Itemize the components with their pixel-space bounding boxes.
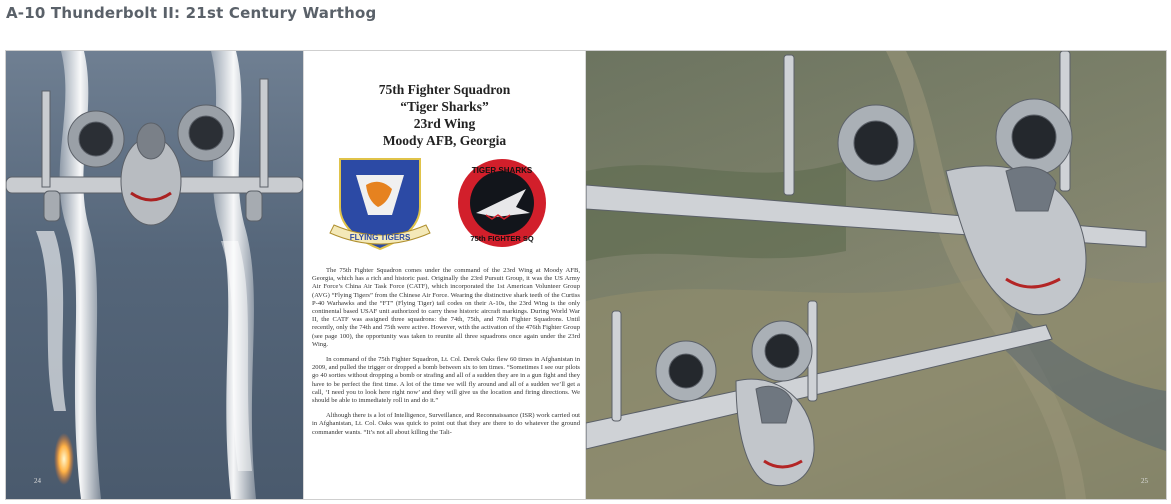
left-page-number: 24 [34,477,41,485]
patch-left-label: FLYING TIGERS [349,233,411,242]
heading-line-1: 75th Fighter Squadron [378,82,511,97]
squadron-heading [304,81,585,149]
text-page [303,51,586,499]
heading-line-2: “Tiger Sharks” [400,99,489,114]
paragraph-1: The 75th Fighter Squadron comes under the command of the 23rd Wing at Moody AFB, Georgia, which has a rich and historic past. Originally the 23rd Pursuit Group, it was the US Army Air Force’s China Air Task Force (CATF), which incorporated the 1st American Volunteer Group (AVG) “Flying Tigers” from the Chinese Air Force. Wearing the distinctive shark teeth of the Curtiss P-40 Warhawks and the “FT” (Flying Tiger) tail codes on their A-10s, the 23rd Wing is the only continental based USAF unit authorized to carry these historic aircraft markings. During World War II, the CATF was assigned three squadrons: the 74th, 75th, and 76th Fighter Squadrons. Until recently, only the 74th and 75th were active. However, with the activation of the 476th Fighter Group (see page 100), the opportunity was taken to reunite all three squadrons once again under the 23rd Wing. [312,267,580,348]
patch-right-label-top: TIGER SHARKS [471,166,533,175]
patch-right-label-bottom: 75th FIGHTER SQ [470,234,534,243]
right-page-number: 25 [1141,477,1148,485]
book-spread-image [5,50,1167,500]
paragraph-2: In command of the 75th Fighter Squadron, Lt. Col. Derek Oaks flew 60 times in Afghanistan in 2009, and pulled the trigger or dropped a bomb between six to ten times. “Sometimes I see our pilots go 40 sorties without dropping a bomb or strafing and all of a sudden they are in a gun fight and they have to be perfect the first time. A lot of the time we will fly around and all of a sudden we’ll get a call, ‘I need you to look here right now’ and they will give us the location and firing directions. We should be able to immediately roll in and do it.” [312,356,580,405]
right-photo-a10-formation [586,51,1166,499]
paragraph-3: Although there is a lot of Intelligence, Surveillance, and Reconnaissance (ISR) work carried out in Afghanistan, Lt. Col. Oaks was quick to point out that they are there to do whatever the ground commander wants. “It’s not all about killing the Tali- [312,412,580,436]
heading-line-4: Moody AFB, Georgia [382,133,507,148]
heading-line-3: 23rd Wing [413,116,476,131]
squadron-patches [326,155,566,251]
page-title: A-10 Thunderbolt II: 21st Century Warthog [6,4,377,22]
patch-flying-tigers [326,155,566,251]
left-photo-a10-head-on [6,51,303,499]
article-body [312,267,580,444]
